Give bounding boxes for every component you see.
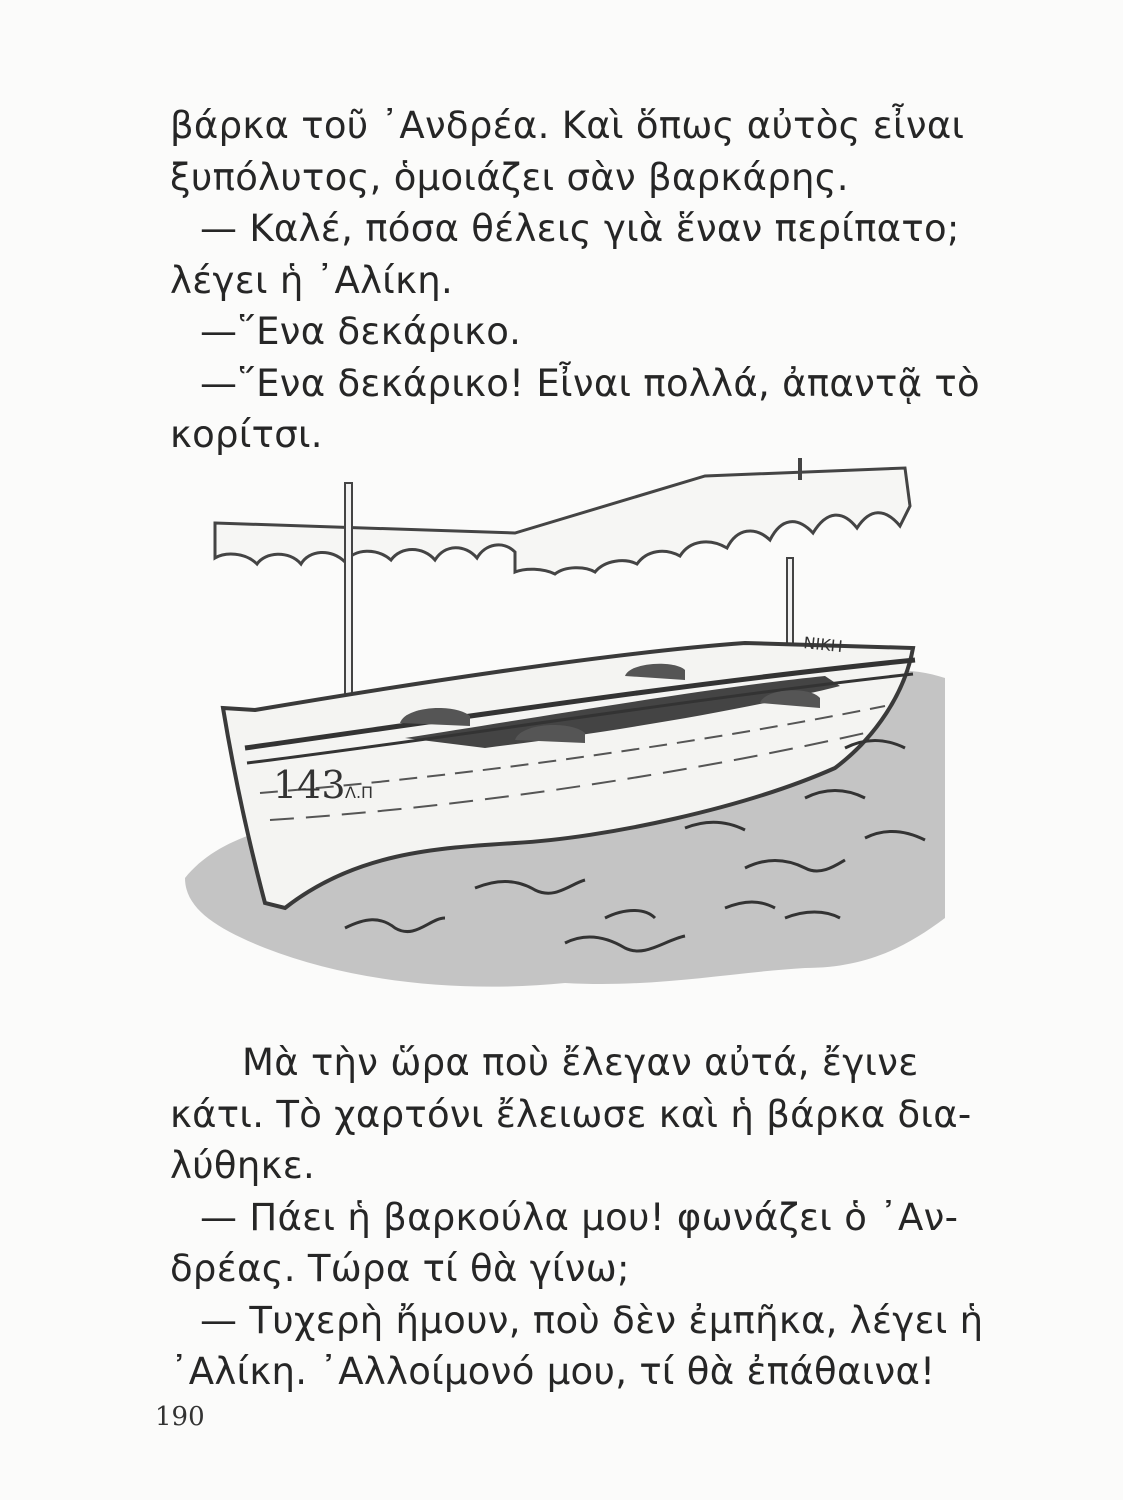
text-block-bottom [170, 1037, 1020, 1398]
text-line: — Τυχερὴ ἤμουν, ποὺ δὲν ἐμπῆκα, λέγει ἡ [200, 1298, 984, 1342]
text-line: ᾿Αλίκη. ᾿Αλλοίμονό μου, τί θὰ ἐπάθαινα! [170, 1350, 936, 1393]
text-line: — Πάει ἡ βαρκούλα μου! φωνάζει ὁ ᾿Αν- [200, 1195, 959, 1239]
hull-number: 143 [273, 763, 346, 807]
awning [215, 468, 910, 574]
text-line: βάρκα τοῦ ᾿Ανδρέα. Καὶ ὅπως αὐτὸς εἶναι [170, 104, 965, 147]
text-line: —῞Ενα δεκάρικο. [200, 310, 522, 353]
text-line: Μὰ τὴν ὥρα ποὺ ἔλεγαν αὐτά, ἔγινε [242, 1041, 919, 1084]
text-line: κάτι. Τὸ χαρτόνι ἔλειωσε καὶ ἡ βάρκα δια- [170, 1092, 972, 1136]
text-block-top [170, 100, 1020, 461]
text-line: ξυπόλυτος, ὁμοιάζει σὰν βαρκάρης. [170, 155, 849, 199]
awning-pole [798, 458, 802, 480]
text-line: δρέας. Τώρα τί θὰ γίνω; [170, 1247, 630, 1290]
text-line: κορίτσι. [170, 413, 323, 456]
port-code: Λ.Π [345, 783, 374, 802]
boat-illustration [185, 448, 945, 1000]
boat-name: ΝΙΚΗ [802, 633, 844, 657]
text-line: — Καλέ, πόσα θέλεις γιὰ ἕναν περίπατο; [200, 207, 960, 250]
text-line: —῞Ενα δεκάρικο! Εἶναι πολλά, ἀπαντᾷ τὸ [200, 361, 980, 405]
text-line: λέγει ἡ ᾿Αλίκη. [170, 258, 454, 302]
text-line: λύθηκε. [170, 1144, 316, 1187]
page-number: 190 [155, 1402, 205, 1432]
